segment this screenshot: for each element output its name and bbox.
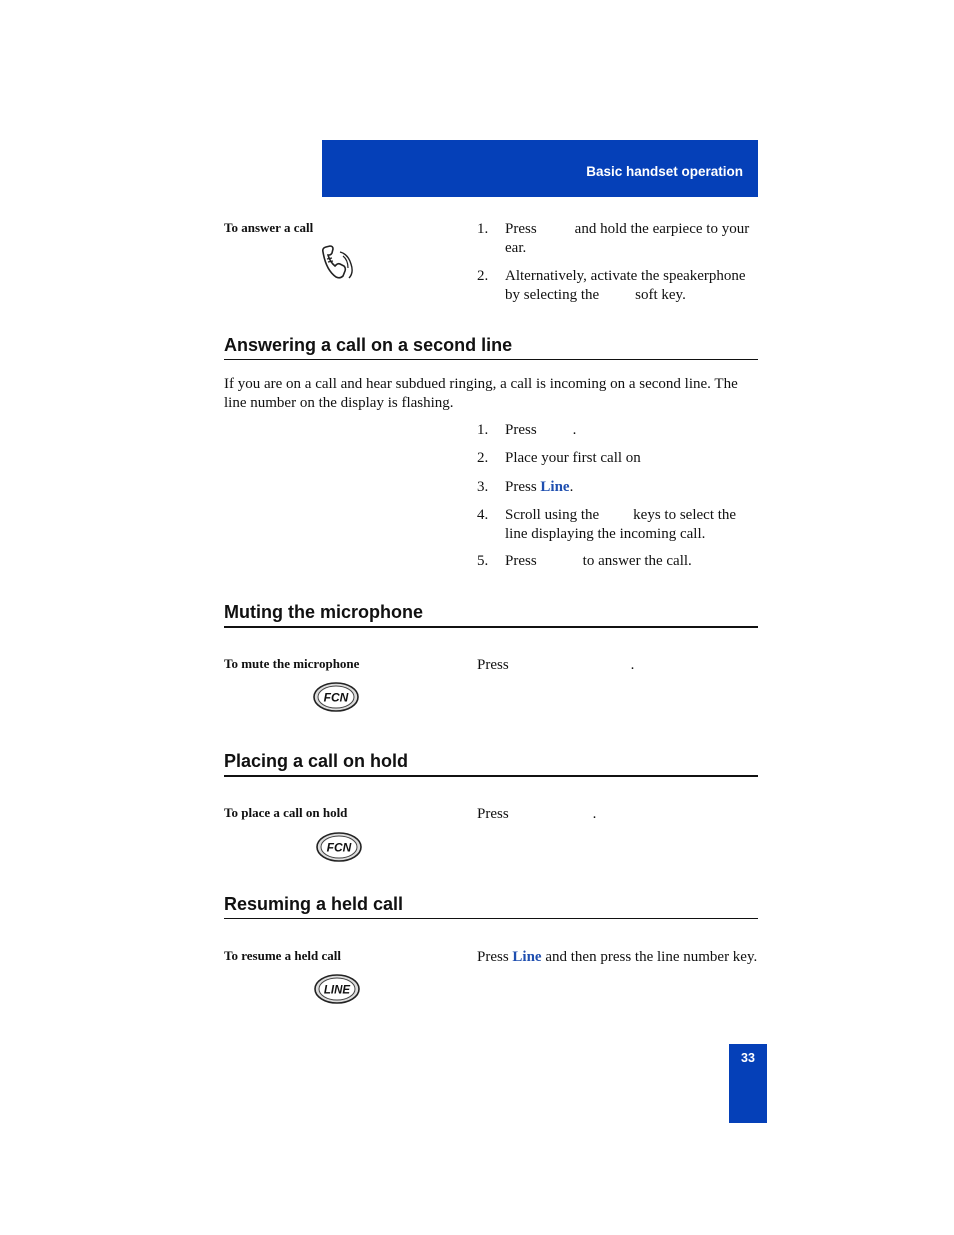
step-text: Press — [505, 479, 537, 495]
instruction-text: Press — [477, 949, 509, 965]
fcn-key-label: FCN — [326, 840, 352, 855]
instruction-text: Press — [477, 657, 509, 673]
second-line-step-4 — [477, 506, 759, 546]
second-line-step-5 — [477, 552, 759, 572]
line-key-label: LINE — [323, 984, 351, 997]
instruction-text-end: . — [592, 806, 597, 822]
section-heading-hold: Placing a call on hold — [224, 751, 758, 777]
mute-label: To mute the microphone — [224, 656, 360, 671]
answer-step-2 — [477, 267, 759, 307]
line-key-link[interactable]: Line — [540, 479, 570, 495]
step-text: Place your first call on — [505, 450, 641, 466]
hold-instruction — [477, 805, 759, 824]
instruction-text-end: and then press the line number key. — [545, 949, 758, 965]
step-text-continued: keys to select the line displaying the incoming call. — [505, 507, 740, 542]
step-text-continued: . — [572, 422, 577, 438]
step-text-continued: soft key. — [635, 286, 686, 303]
step-text-continued: to answer the call. — [582, 553, 692, 569]
line-key-icon[interactable] — [313, 973, 361, 1005]
page-number-tab — [729, 1044, 767, 1123]
mute-instruction — [477, 656, 759, 675]
hold-label: To place a call on hold — [224, 805, 348, 820]
step-number: 5. — [477, 553, 489, 569]
step-number: 4. — [477, 507, 489, 523]
instruction-text-end: . — [630, 657, 635, 673]
page-number: 33 — [741, 1051, 755, 1065]
step-number: 2. — [477, 268, 489, 284]
fcn-key-label: FCN — [323, 690, 349, 705]
step-text: Scroll using the — [505, 507, 600, 523]
step-number: 1. — [477, 221, 489, 237]
resume-label: To resume a held call — [224, 948, 342, 963]
step-text-continued: and hold the earpiece to your ear. — [505, 221, 753, 256]
step-number: 3. — [477, 479, 489, 495]
answer-step-1 — [477, 220, 759, 260]
header-title: Basic handset operation — [586, 164, 743, 179]
fcn-key-icon[interactable] — [312, 681, 360, 713]
section-heading-mute: Muting the microphone — [224, 602, 758, 628]
second-line-step-3 — [477, 478, 759, 498]
instruction-text: Press — [477, 806, 509, 822]
step-text: Alternatively, activate the speakerphone by selecting the — [505, 268, 750, 303]
section-heading-resume: Resuming a held call — [224, 894, 758, 919]
step-text: Press — [505, 221, 537, 237]
resume-instruction — [477, 948, 759, 967]
header-band — [322, 140, 758, 197]
answer-call-label: To answer a call — [224, 220, 314, 235]
handset-answer-icon — [318, 244, 358, 282]
step-text: Press — [505, 553, 537, 569]
line-key-link[interactable]: Line — [512, 949, 542, 965]
second-line-intro: If you are on a call and hear subdued ringing, a call is incoming on a second line. The line number on the display is flashing. — [224, 376, 738, 411]
fcn-key-icon[interactable] — [315, 831, 363, 863]
step-text-continued: . — [569, 479, 574, 495]
second-line-step-1 — [477, 421, 759, 441]
step-number: 2. — [477, 450, 489, 466]
step-number: 1. — [477, 422, 489, 438]
section-heading-second-line: Answering a call on a second line — [224, 335, 758, 360]
step-text: Press — [505, 422, 537, 438]
second-line-step-2 — [477, 449, 759, 469]
